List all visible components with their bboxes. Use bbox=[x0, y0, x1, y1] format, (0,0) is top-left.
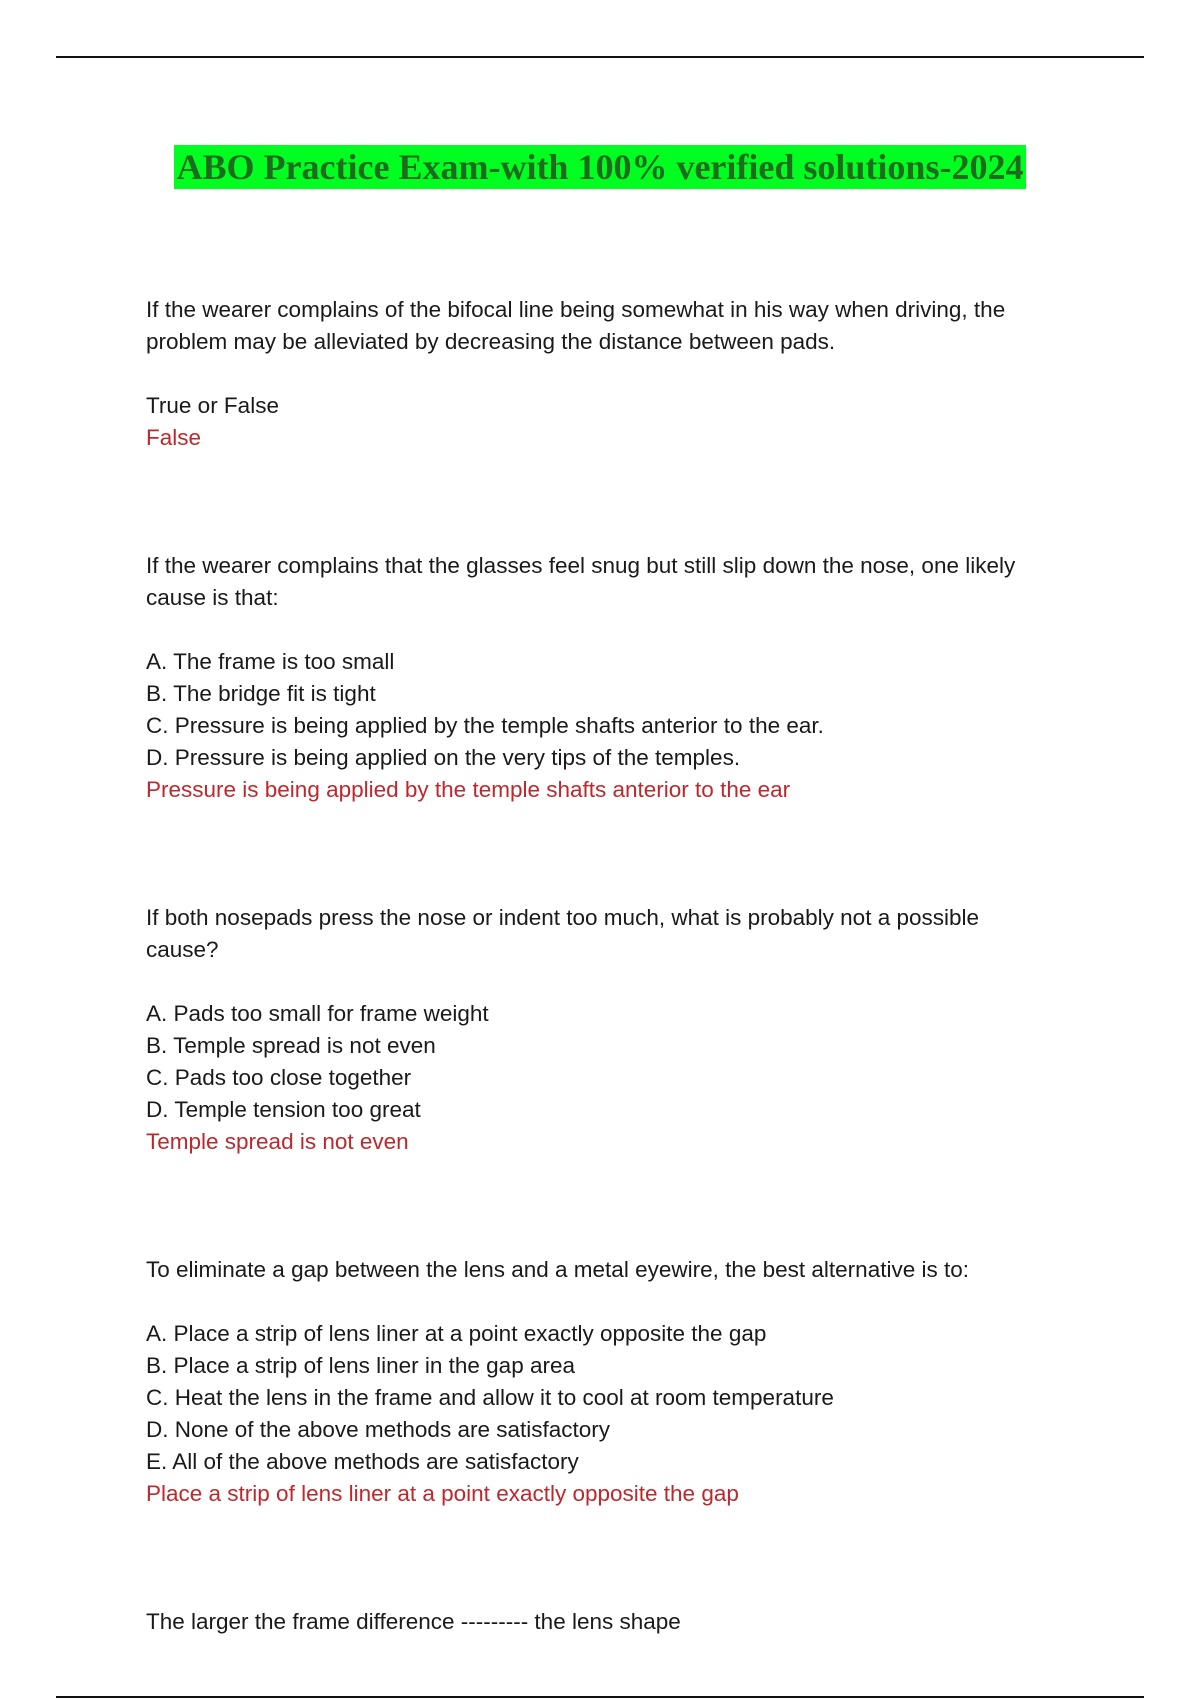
answer-option-b: B. Temple spread is not even bbox=[146, 1033, 436, 1058]
answer-option-c: C. Heat the lens in the frame and allow it to cool at room temperature bbox=[146, 1385, 834, 1410]
answer-option-d: D. Pressure is being applied on the very tips of the temples. bbox=[146, 745, 741, 770]
bottom-rule bbox=[56, 1696, 1144, 1698]
question-block-4 bbox=[146, 1254, 1046, 1510]
question-stem: If the wearer complains that the glasses feel snug but still slip down the nose, one likely cause is that: bbox=[146, 553, 1016, 610]
question-stem: To eliminate a gap between the lens and a metal eyewire, the best alternative is to: bbox=[146, 1257, 969, 1282]
question-stem: If the wearer complains of the bifocal line being somewhat in his way when driving, the problem may be alleviated by decreasing the distance between pads. bbox=[146, 297, 1006, 354]
question-stem: The larger the frame difference --------- the lens shape bbox=[146, 1609, 681, 1634]
question-stem: If both nosepads press the nose or indent too much, what is probably not a possible cause? bbox=[146, 905, 980, 962]
answer-option-d: D. None of the above methods are satisfactory bbox=[146, 1417, 610, 1442]
question-block-5 bbox=[146, 1606, 1046, 1638]
title-container bbox=[0, 145, 1200, 189]
answer-option-a: A. The frame is too small bbox=[146, 649, 395, 674]
top-rule bbox=[56, 56, 1144, 58]
question-list bbox=[146, 294, 1046, 1638]
question-answer: Temple spread is not even bbox=[146, 1129, 409, 1154]
question-prompt: True or False bbox=[146, 393, 279, 418]
answer-option-b: B. The bridge fit is tight bbox=[146, 681, 376, 706]
question-answer: False bbox=[146, 425, 202, 450]
question-block-3 bbox=[146, 902, 1046, 1158]
answer-option-d: D. Temple tension too great bbox=[146, 1097, 421, 1122]
question-answer: Place a strip of lens liner at a point exactly opposite the gap bbox=[146, 1481, 739, 1506]
answer-option-e: E. All of the above methods are satisfactory bbox=[146, 1449, 579, 1474]
question-block-1 bbox=[146, 294, 1046, 454]
document-title: ABO Practice Exam-with 100% verified solutions-2024 bbox=[174, 145, 1027, 189]
answer-option-a: A. Pads too small for frame weight bbox=[146, 1001, 489, 1026]
answer-option-c: C. Pressure is being applied by the temple shafts anterior to the ear. bbox=[146, 713, 824, 738]
answer-option-b: B. Place a strip of lens liner in the gap area bbox=[146, 1353, 575, 1378]
question-answer: Pressure is being applied by the temple shafts anterior to the ear bbox=[146, 777, 791, 802]
answer-option-a: A. Place a strip of lens liner at a point exactly opposite the gap bbox=[146, 1321, 767, 1346]
answer-option-c: C. Pads too close together bbox=[146, 1065, 412, 1090]
question-block-2 bbox=[146, 550, 1046, 806]
